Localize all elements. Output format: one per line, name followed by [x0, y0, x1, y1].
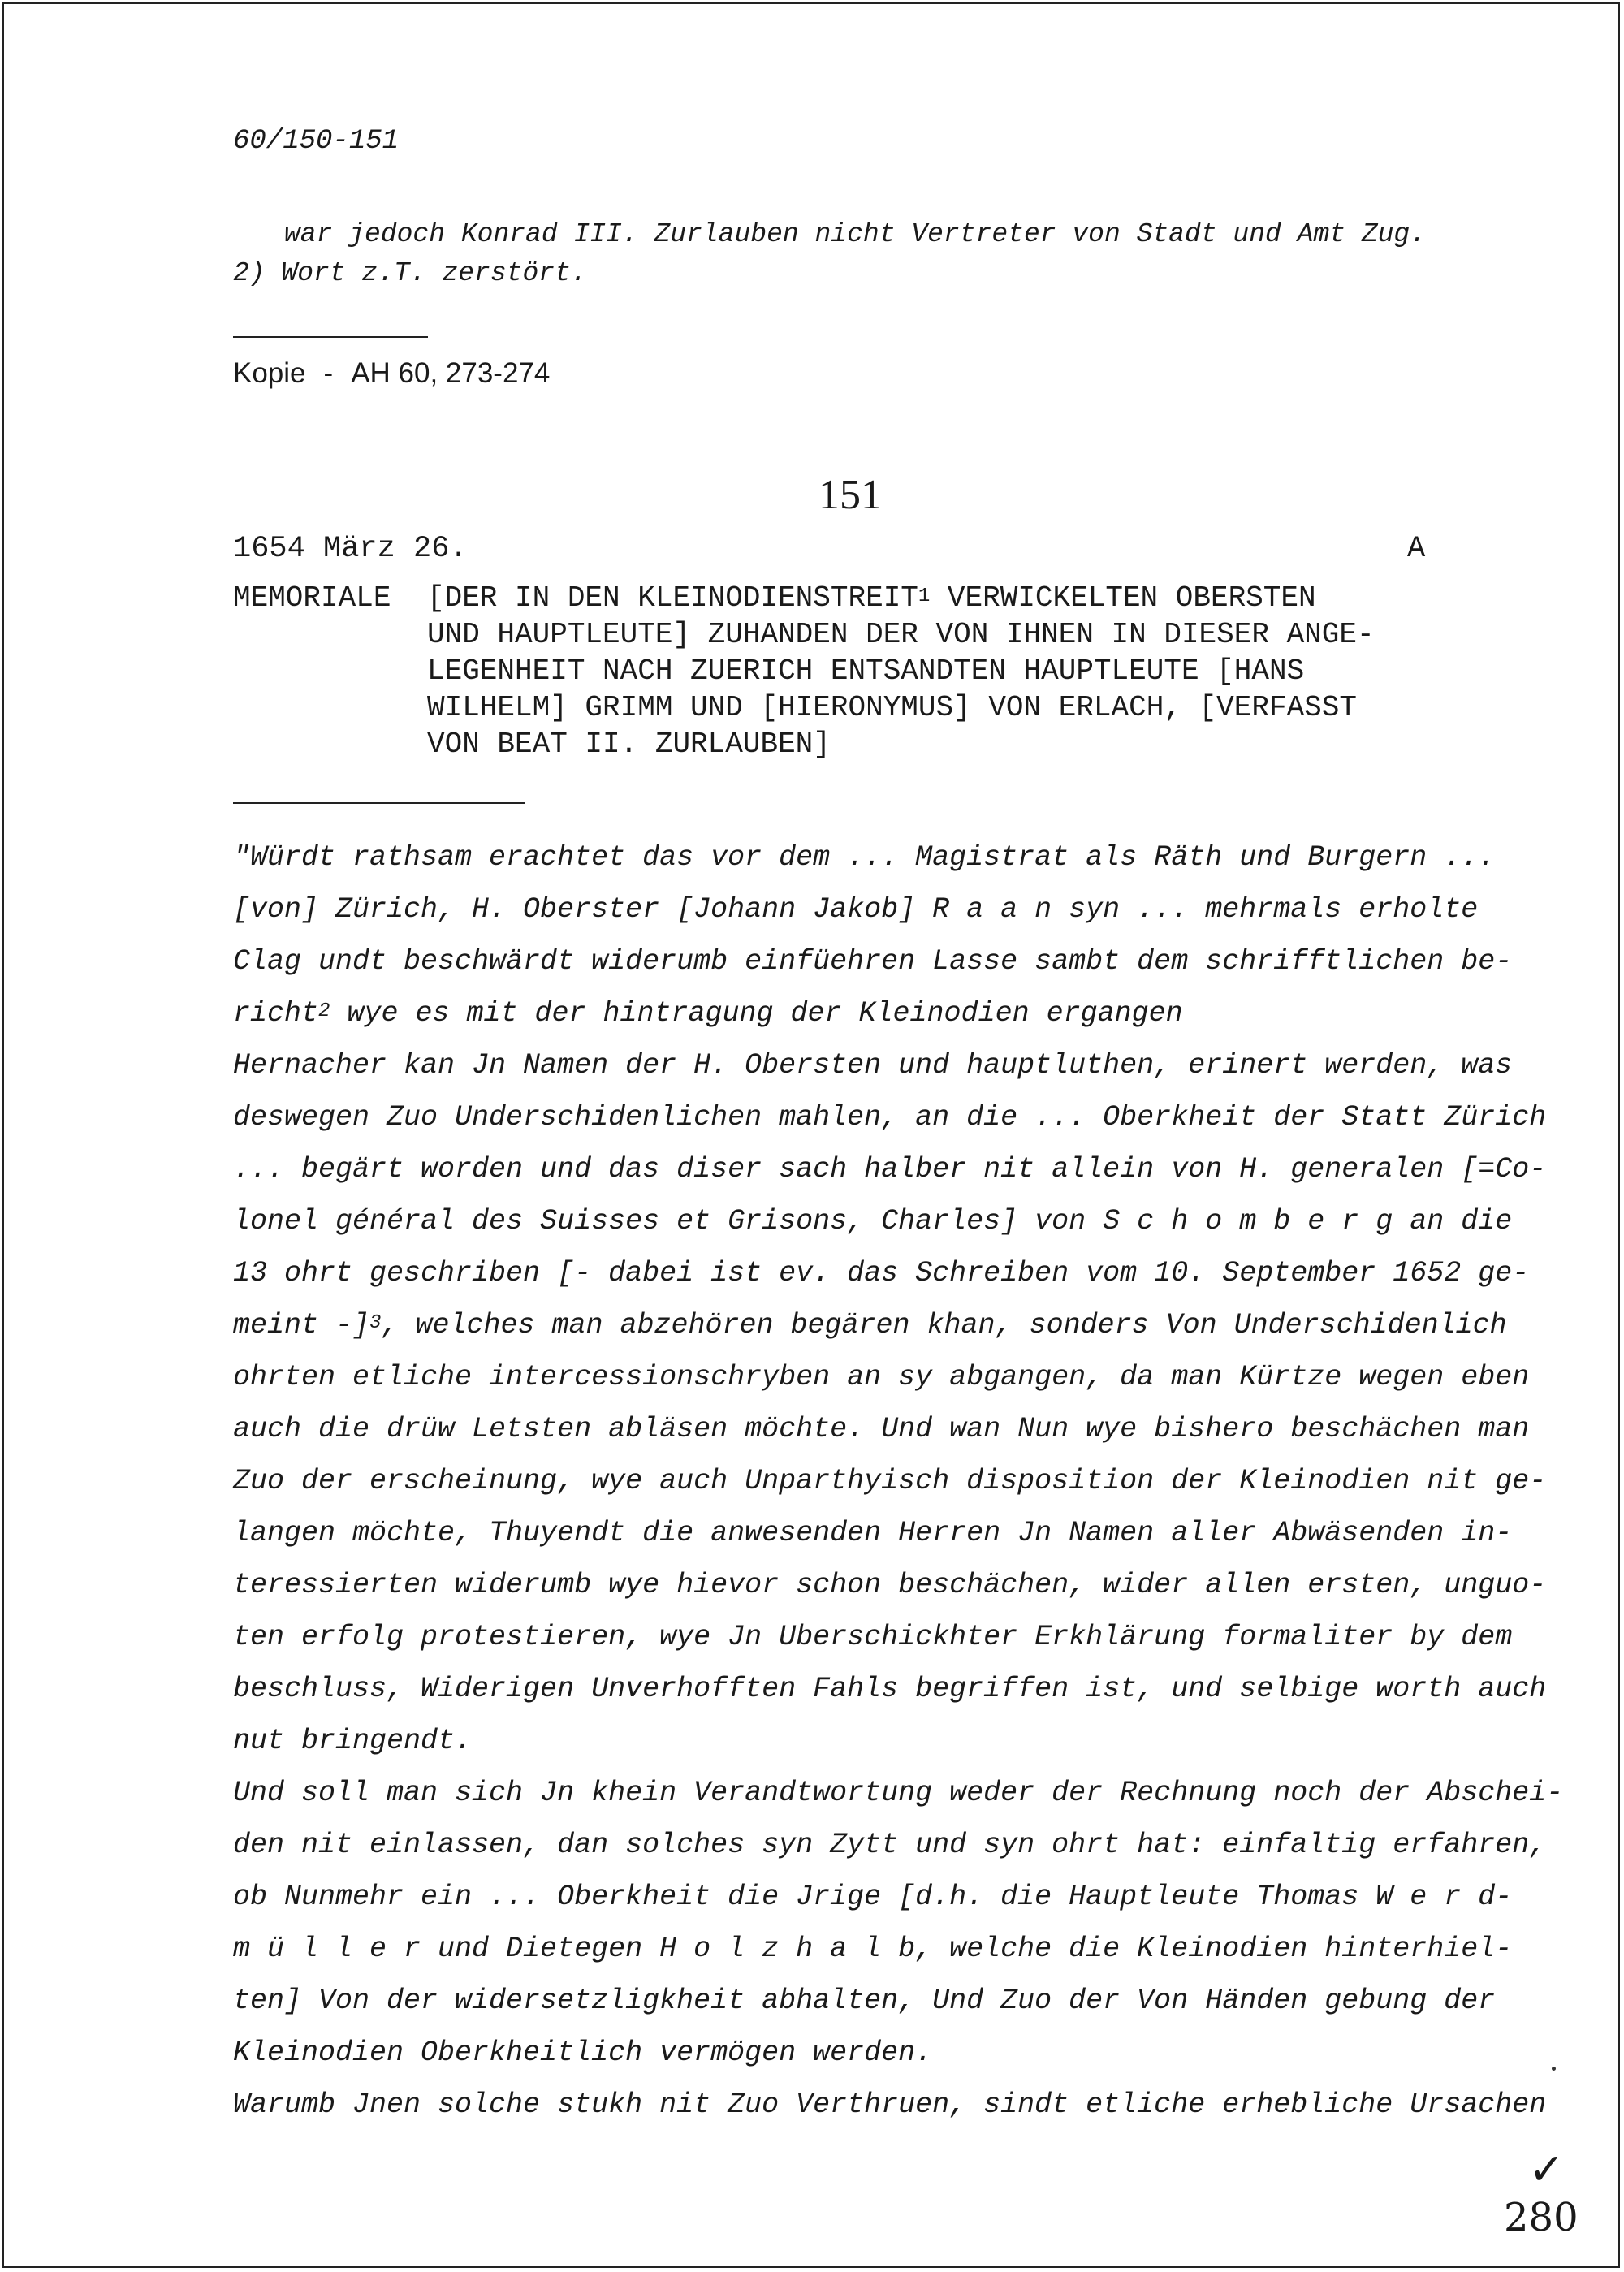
footnote-marker: 1: [918, 585, 931, 607]
body-line: "Würdt rathsam erachtet das vor dem ... Magistrat als Räth und Burgern ...: [233, 841, 1496, 874]
body-line: 13 ohrt geschriben [- dabei ist ev. das Schreiben vom 10. September 1652 ge-: [233, 1257, 1530, 1289]
copy-label: Kopie: [233, 357, 306, 389]
body-line: ohrten etliche intercessionschryben an sy abgangen, da man Kürtze wegen eben: [233, 1361, 1530, 1393]
body-line: teressierten widerumb wye hievor schon beschächen, wider allen ersten, unguo-: [233, 1569, 1547, 1601]
footnote-marker: 3: [369, 1312, 382, 1334]
body-line: ten] Von der widersetzligkheit abhalten, Und Zuo der Von Händen gebung der: [233, 1985, 1496, 2017]
body-line: deswegen Zuo Underschidenlichen mahlen, an die ... Oberkheit der Statt Zürich: [233, 1101, 1547, 1134]
copy-source: AH 60, 273-274: [351, 357, 551, 389]
heading-line: WILHELM] GRIMM UND [HIERONYMUS] VON ERLACH, [VERFASST: [427, 691, 1357, 724]
body-line: Clag undt beschwärdt widerumb einfüehren Lasse sambt dem schrifftlichen be-: [233, 945, 1513, 978]
body-line: lonel général des Suisses et Grisons, Charles] von S c h o m b e r g an die: [233, 1205, 1513, 1238]
body-line: Hernacher kan Jn Namen der H. Obersten und hauptluthen, erinert werden, was: [233, 1049, 1513, 1082]
body-line: nut bringendt.: [233, 1725, 473, 1757]
footnote-marker: 2: [318, 1000, 330, 1022]
copy-note: [233, 357, 568, 390]
handwritten-page-number: 280: [1504, 2195, 1579, 2240]
body-line: Zuo der erscheinung, wye auch Unparthyisch disposition der Kleinodien nit ge-: [233, 1465, 1547, 1497]
ink-dot: [1552, 2067, 1556, 2071]
body-line: Kleinodien Oberkheitlich vermögen werden.: [233, 2037, 933, 2069]
body-line: auch die drüw Letsten abläsen möchte. Und wan Nun wye bishero beschächen man: [233, 1413, 1530, 1445]
footnote-2: 2) Wort z.T. zerstört.: [233, 258, 587, 288]
body-line: Warumb Jnen solche stukh nit Zuo Verthruen, sindt etliche erhebliche Ursachen: [233, 2088, 1547, 2121]
body-line: ob Nunmehr ein ... Oberkheit die Jrige [d.h. die Hauptleute Thomas W e r d-: [233, 1881, 1513, 1913]
heading-divider: [233, 802, 525, 804]
document-number: 151: [818, 472, 882, 518]
heading-line: LEGENHEIT NACH ZUERICH ENTSANDTEN HAUPTLEUTE [HANS: [427, 654, 1305, 688]
copy-dash: -: [323, 357, 334, 389]
body-line: meint -]$^3$, welches man abzehören begären khan, sonders Von Underschidenlich: [233, 1309, 1507, 1341]
heading-line: UND HAUPTLEUTE] ZUHANDEN DER VON IHNEN IN DIESER ANGE-: [427, 618, 1375, 651]
body-line: [von] Zürich, H. Oberster [Johann Jakob] R a a n syn ... mehrmals erholte: [233, 893, 1479, 926]
body-line: beschluss, Widerigen Unverhofften Fahls begriffen ist, und selbige worth auch: [233, 1673, 1547, 1705]
body-line: m ü l l e r und Dietegen H o l z h a l b, welche die Kleinodien hinterhiel-: [233, 1933, 1513, 1965]
document-date: 1654 März 26.: [233, 532, 468, 566]
document-reference: 60/150-151: [233, 126, 400, 157]
page-border: [2, 2, 1620, 2268]
footnote-divider: [233, 336, 428, 338]
body-line: richt$^2$ wye es mit der hintragung der Kleinodien ergangen: [233, 997, 1183, 1030]
checkmark-icon: ✓: [1528, 2144, 1566, 2195]
body-line: ten erfolg protestieren, wye Jn Uberschickhter Erkhlärung formaliter by dem: [233, 1621, 1513, 1653]
heading-line: [DER IN DEN KLEINODIENSTREIT$^1$ VERWICKELTEN OBERSTEN: [427, 581, 1316, 615]
body-line: Und soll man sich Jn khein Verandtwortung weder der Rechnung noch der Abschei-: [233, 1777, 1564, 1809]
document-letter: A: [1407, 532, 1426, 566]
footnote-continuation: war jedoch Konrad III. Zurlauben nicht Vertreter von Stadt und Amt Zug.: [284, 219, 1427, 249]
body-line: den nit einlassen, dan solches syn Zytt und syn ohrt hat: einfaltig erfahren,: [233, 1829, 1547, 1861]
heading-line: VON BEAT II. ZURLAUBEN]: [427, 728, 831, 761]
heading-label: MEMORIALE: [233, 581, 391, 615]
body-line: langen möchte, Thuyendt die anwesenden Herren Jn Namen aller Abwäsenden in-: [233, 1517, 1513, 1549]
body-line: ... begärt worden und das diser sach halber nit allein von H. generalen [=Co-: [233, 1153, 1547, 1186]
